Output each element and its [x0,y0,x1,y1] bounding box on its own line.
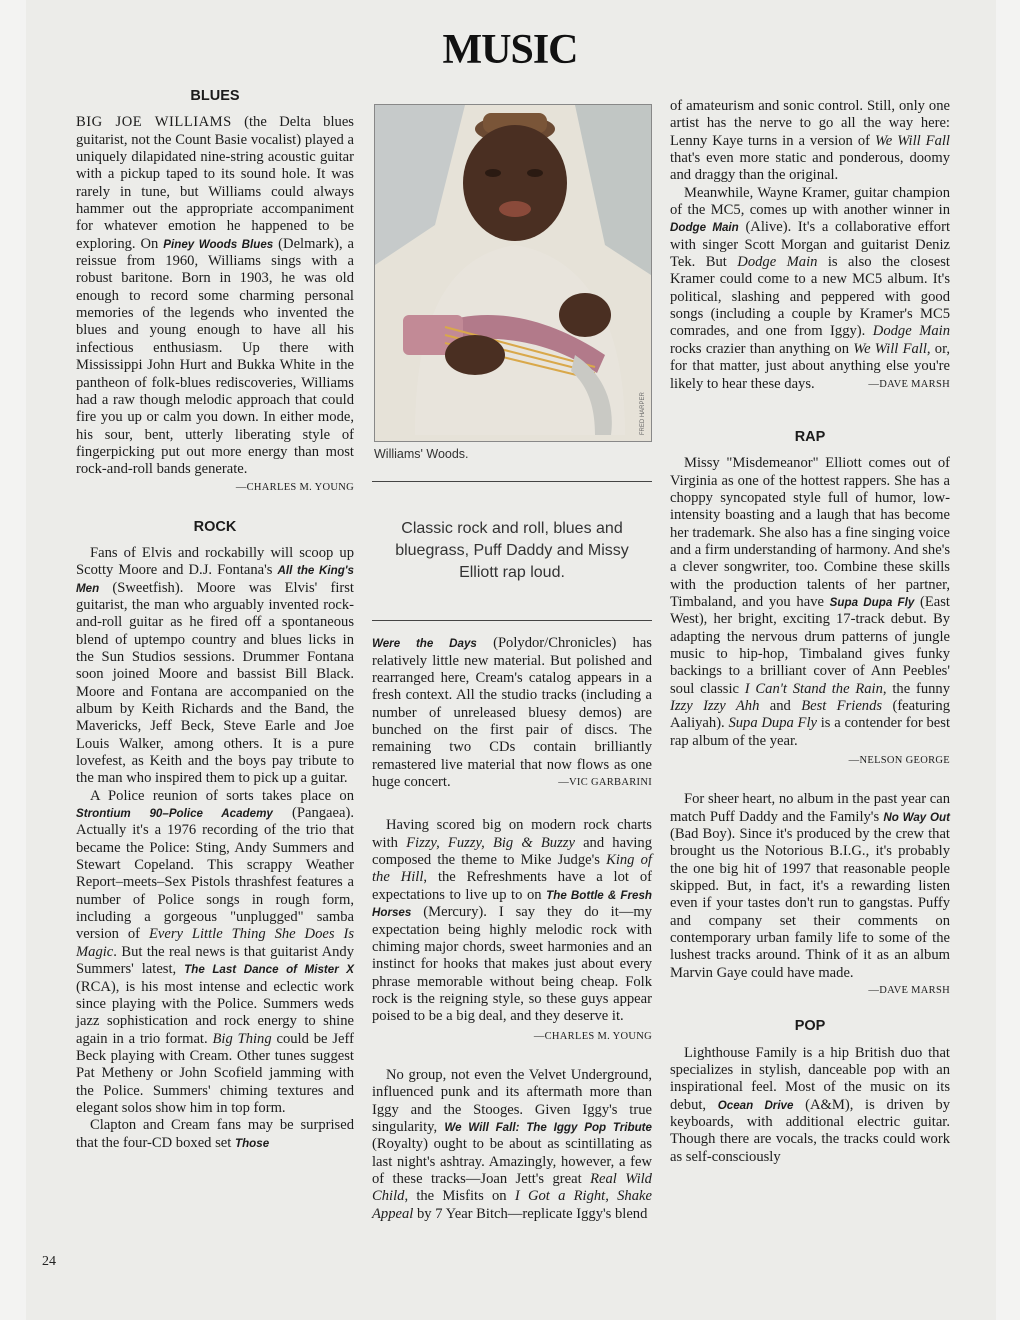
album-title: Ocean Drive [717,1098,794,1112]
song-title: Every Little Thing She Does Is Magic [76,926,355,960]
show-title: King of the Hill [372,852,652,886]
rock-review-moore: Fans of Elvis and rockabilly will scoop up Scotty Moore and D.J. Fontana's All the King's Men (Sweetfish). Moore was Elvis' first guitarist, the man who arguably invented rock-and-roll guitar as he fired off a spontaneous blend of uptempo country and blues licks in the Sun Studios sessions. Drummer Fontana soon joined Moore and bassist Bill Black. Moore and Fontana are accompanied on the album by Keith Richards and the Band, the Mavericks, Jeff Beck, Steve Earle and Joe Louis Walker, among others. It is a pure lovefest, as Keith and the boys pay tribute to the man who inspired them to pick up a guitar. [76,544,354,787]
album-title: The Bottle & Fresh Horses [372,888,652,920]
rock-heading: ROCK [193,518,237,535]
rap-heading: RAP [794,428,826,445]
pop-heading: POP [794,1018,826,1035]
song-title: Izzy Izzy Ahh [670,698,760,714]
blues-review: BIG JOE WILLIAMS (the Delta blues guitarist, not the Count Basie vocalist) played a uniquely dilapidated nine-string acoustic guitar with a pickup taped to its sound hole. It was rarely in tune, but Williams could always hammer out the appropriate accompaniment for whatever emotion he happened to be exploring. On Piney Woods Blues (Delmark), a reissue from 1960, Williams sings with a robust baritone. Born in 1903, he was old enough to record some charming personal memories of the legends who invented the blues and young enough to have all his infectious enthusiasm. Up there with Mississippi John Hurt and Bukka White in the pantheon of folk-blues rediscoveries, Williams had a raw though melodic approach that could fire you up or calm you down. In either mode, his sour, bent, utterly liberating style of fingerpicking put out more energy than most rock-and-roll bands generate. —CHARLES M. YOUNG [76,114,354,478]
byline: —DAVE MARSH [868,378,950,390]
album-title: Those [235,1136,270,1150]
song-title: Best Friends [801,698,883,714]
rock-review-cream-start: Clapton and Cream fans may be surprised that the four-CD boxed set Those [76,1117,354,1151]
divider-bottom [372,620,652,621]
album-title: Supa Dupa Fly [829,595,915,609]
album-title: We Will Fall: The Iggy Pop Tribute [444,1120,652,1134]
rock-review-police: A Police reunion of sorts takes place on Strontium 90–Police Academy (Pangaea). Actually it's a 1976 recording of the trio that became the Police: Sting, Andy Summers and Stewart Copeland. This scrappy Weather Report–meets–Sex Pistols thrashfest features a number of Police songs in rough form, including a gorgeous "unplugged" samba version of Every Little Thing She Does Is Magic. But the real news is that guitarist Andy Summers' latest, The Last Dance of Mister X (RCA), is his most intense and eclectic work since playing with the Police. Summers weds jazz sophistication and rock energy to shine again in a trio format. Big Thing could be Jeff Beck playing with Cream. Other tunes suggest Pat Metheny or John Scofield jamming with the Police. Summers' chiming textures and elegant solos show him in top form. [76,787,355,1116]
byline: —CHARLES M. YOUNG [235,481,354,493]
pull-quote: Classic rock and roll, blues and bluegrass, Puff Daddy and Missy Elliott rap loud. [395,520,629,582]
byline: —VIC GARBARINI [558,777,652,789]
album-title: All the King's Men [76,564,354,595]
page-number: 24 [42,1254,56,1269]
section-title: MUSIC [442,27,578,73]
song-title: I Can't Stand the Rain [744,680,883,697]
song-title: I Got a Right, Shake Appeal [372,1188,652,1222]
album-title: Were the Days [372,637,477,651]
artist-name: BIG JOE WILLIAMS [76,114,232,131]
album-title: Dodge Main [670,221,739,235]
illustration-credit: FRED HARPER [639,392,646,436]
byline: —NELSON GEORGE [848,755,950,767]
illustration-williams [374,104,652,442]
iggy-review-cont: of amateurism and sonic control. Still, only one artist has the nerve to go all the way here: Lenny Kaye turns in a version of We Will Fall that's even more static and ponderous, doomy and draggy than the original. [670,98,950,184]
album-title: No Way Out [883,810,950,824]
album-title: Strontium 90–Police Academy [76,807,273,821]
byline: —CHARLES M. YOUNG [533,1030,652,1042]
elliott-review: Missy "Misdemeanor" Elliott comes out of Virginia as one of the hottest rappers. She has a choppy syncopated style full of humor, low-intensity boasting and a laugh that has become her trademark. She also has a fine singing voice and a firm understanding of harmony. And she's a clever songwriter, too. Combine these skills with the production talents of her partner, Timbaland, and you have Supa Dupa Fly (East West), her bright, exciting 17-track debut. By adapting the nervous drum patterns of jungle music to hip-hop, Timbaland gives funky backings to a brilliant cover of Ann Peebles' soul classic I Can't Stand the Rain, the funny Izzy Izzy Ahh and Best Friends (featuring Aaliyah). Supa Dupa Fly is a contender for best rap album of the year. [670,455,951,749]
album-title: Piney Woods Blues [163,237,274,251]
song-title: Real Wild Child [372,1170,652,1205]
refreshments-review: Having scored big on modern rock charts with Fizzy, Fuzzy, Big & Buzzy and having composed the theme to Mike Judge's King of the Hill, the Refreshments have a lot of expectations to live up to on The Bottle & Fresh Horses (Mercury). I say they do it—my expectation being highly melodic rock with chiming major chords, sweet harmonies and an instinct for hooks that makes just about every phrase memorable without being cheap. Folk rock is the reigning style, so these guys appear poised to be a big deal, and they deserve it. [372,817,653,1025]
blues-heading: BLUES [190,88,240,104]
column-left [76,88,354,1152]
song-title: Fizzy, Fuzzy, Big & Buzzy [406,834,575,851]
song-title: Big Thing [212,1030,272,1047]
album-title: The Last Dance of Mister X [184,963,354,977]
song-title: We Will Fall [874,132,950,149]
iggy-review: No group, not even the Velvet Underground, influenced punk and its aftermath more than Iggy and the Stooges. Given Iggy's true singularity, We Will Fall: The Iggy Pop Tribute (Royalty) ought to be about as scintillating as last night's ashtray. Amazingly, however, a few of these tracks—Joan Jett's great Real Wild Child, the Misfits on I Got a Right, Shake Appeal by 7 Year Bitch—replicate Iggy's blend [372,1066,652,1222]
byline: —DAVE MARSH [868,985,950,997]
portrait-illustration [375,105,651,441]
cream-review: Were the Days (Polydor/Chronicles) has relatively little new material. But polished and rearranged here, Cream's catalog appears in a fresh context. All the studio tracks (including a number of unreleased bluesy demos) are bunched on the first pair of discs. The remaining two CDs contain brilliantly remastered live material that now flows as one huge concert. —VIC GARBARINI [372,635,652,791]
column-middle [372,96,652,1223]
kramer-review: Meanwhile, Wayne Kramer, guitar champion of the MC5, comes up with another winner in Dodge Main (Alive). It's a collaborative effort with singer Scott Morgan and guitarist Deniz Tek. But Dodge Main is also the closest Kramer could come to a new MC5 album. It's political, slashing and peppered with good songs (including a couple by Kramer's MC5 comrades, and one from Iggy). Dodge Main rocks crazier than anything on We Will Fall, or, for that matter, just about anything else you're likely to hear these days. —DAVE MARSH [670,184,950,392]
lighthouse-family-review: Lighthouse Family is a hip British duo that specializes in stylish, danceable pop with an inspirational feel. Most of the music on its debut, Ocean Drive (A&M), is driven by keyboards, with additional electric guitar. Though there are vocals, the tracks could work as self-consciously [670,1044,950,1165]
illustration-caption: Williams' Woods. [374,447,469,461]
column-right [670,98,950,1166]
puff-daddy-review: For sheer heart, no album in the past year can match Puff Daddy and the Family's No Way Out (Bad Boy). Since it's produced by the crew that brought us the Notorious B.I.G., it's probably the one big hit of 1997 that reasonable people skipped. But, in fact, it's a rewarding listen even if your tastes don't run to gangstas. Puffy and company set their comments on contemporary urban family life to some of the lushest tracks around. Think of it as an album Marvin Gaye could have made. —DAVE MARSH [670,791,950,982]
